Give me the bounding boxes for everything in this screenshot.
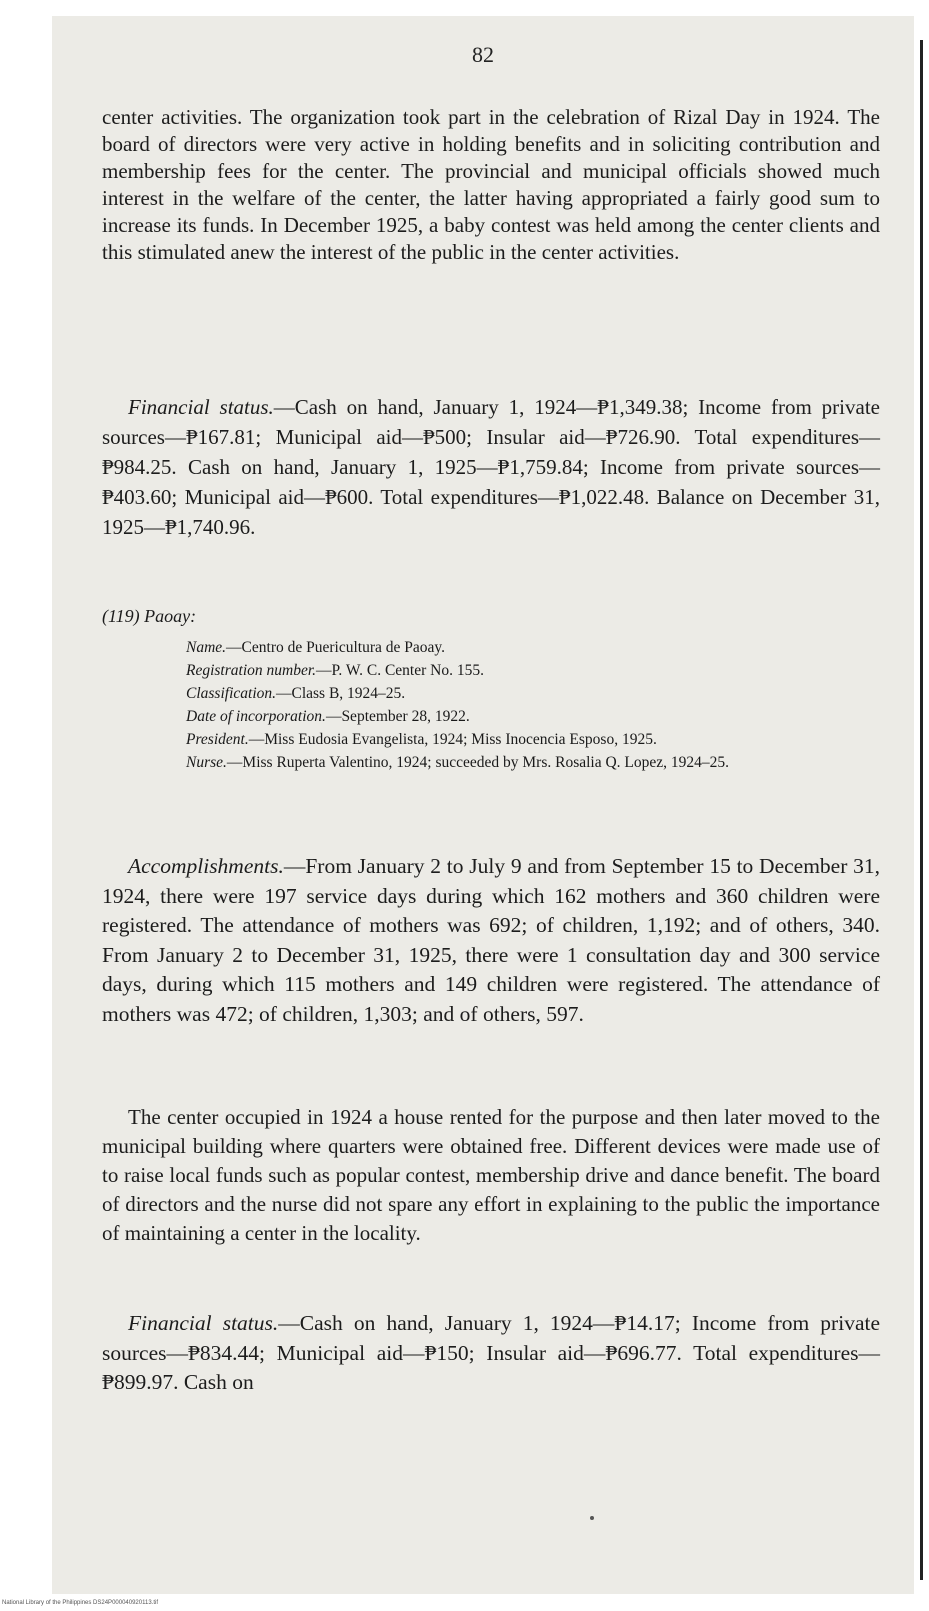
page-binding-edge bbox=[914, 0, 929, 1611]
entry-field-name bbox=[186, 636, 880, 659]
financial-status-text: —Cash on hand, January 1, 1924—₱1,349.38; Income from private sources—₱167.81; Municipal aid—₱500; Insular aid—₱726.90. Total expenditures—₱984.25. Cash on hand, January 1, 1925—₱1,759.84; Income from private sources—₱403.60; Municipal aid—₱600. Total expenditures—₱1,022.48. Balance on December 31, 1925—₱1,740.96. bbox=[102, 395, 880, 539]
field-label: President. bbox=[186, 731, 249, 748]
binding-shadow-bar bbox=[920, 40, 923, 1580]
scan-footer: National Library of the Philippines DS24P000040920113.tif bbox=[2, 1600, 158, 1606]
entry-place: Paoay: bbox=[144, 606, 197, 626]
entry-field-registration bbox=[186, 659, 880, 682]
scan-speck bbox=[590, 1516, 594, 1520]
entry-field-president bbox=[186, 728, 880, 751]
financial-status-text: —Cash on hand, January 1, 1924—₱14.17; Income from private sources—₱834.44; Municipal aid—₱150; Insular aid—₱696.77. Total expenditures—₱899.97. Cash on bbox=[102, 1311, 880, 1394]
page-number: 82 bbox=[472, 42, 494, 67]
entry-field-nurse bbox=[186, 751, 880, 774]
financial-status-label: Financial status. bbox=[128, 1311, 279, 1335]
paragraph-financial-status-1 bbox=[102, 392, 880, 542]
field-label: Name. bbox=[186, 639, 227, 656]
field-value: —Centro de Puericultura de Paoay. bbox=[226, 639, 445, 656]
scanned-page bbox=[52, 16, 914, 1594]
field-label: Date of incorporation. bbox=[186, 708, 326, 725]
paragraph-center-activities: center activities. The organization took part in the celebration of Rizal Day in 1924. The board of directors were very active in holding benefits and in soliciting contribution and membership fees for the center. The provincial and municipal officials showed much interest in the welfare of the center, the latter having appropriated a fairly good sum to increase its funds. In December 1925, a baby contest was held among the center clients and this stimulated anew the interest of the public in the center activities. bbox=[102, 105, 880, 264]
paragraph-accomplishments bbox=[102, 852, 880, 1029]
entry-heading bbox=[102, 606, 880, 627]
field-value: —Miss Eudosia Evangelista, 1924; Miss Inocencia Esposo, 1925. bbox=[248, 731, 657, 748]
entry-details bbox=[186, 636, 880, 774]
entry-field-incorporation bbox=[186, 705, 880, 728]
field-value: —Class B, 1924–25. bbox=[276, 685, 406, 702]
paragraph-center-house: The center occupied in 1924 a house rented for the purpose and then later moved to the municipal building where quarters were obtained free. Different devices were made use of to raise local funds such as popular contest, membership drive and dance benefit. The board of directors and the nurse did not spare any effort in explaining to the public the importance of maintaining a center in the locality. bbox=[102, 1105, 880, 1245]
accomplishments-label: Accomplishments. bbox=[128, 854, 284, 878]
field-value: —Miss Ruperta Valentino, 1924; succeeded by Mrs. Rosalia Q. Lopez, 1924–25. bbox=[226, 754, 730, 771]
field-value: —September 28, 1922. bbox=[325, 708, 470, 725]
financial-status-label: Financial status. bbox=[128, 395, 274, 419]
entry-number: (119) bbox=[102, 606, 140, 626]
field-label: Classification. bbox=[186, 685, 276, 702]
field-label: Registration number. bbox=[186, 662, 317, 679]
field-value: —P. W. C. Center No. 155. bbox=[316, 662, 484, 679]
entry-field-classification bbox=[186, 682, 880, 705]
field-label: Nurse. bbox=[186, 754, 227, 771]
accomplishments-text: —From January 2 to July 9 and from September 15 to December 31, 1924, there were 197 service days during which 162 mothers and 360 children were registered. The attendance of mothers was 692; of children, 1,192; and of others, 340. From January 2 to December 31, 1925, there were 1 consultation day and 300 service days, during which 115 mothers and 149 children were registered. The attendance of mothers was 472; of children, 1,303; and of others, 597. bbox=[102, 854, 880, 1026]
paragraph-financial-status-2 bbox=[102, 1309, 880, 1398]
